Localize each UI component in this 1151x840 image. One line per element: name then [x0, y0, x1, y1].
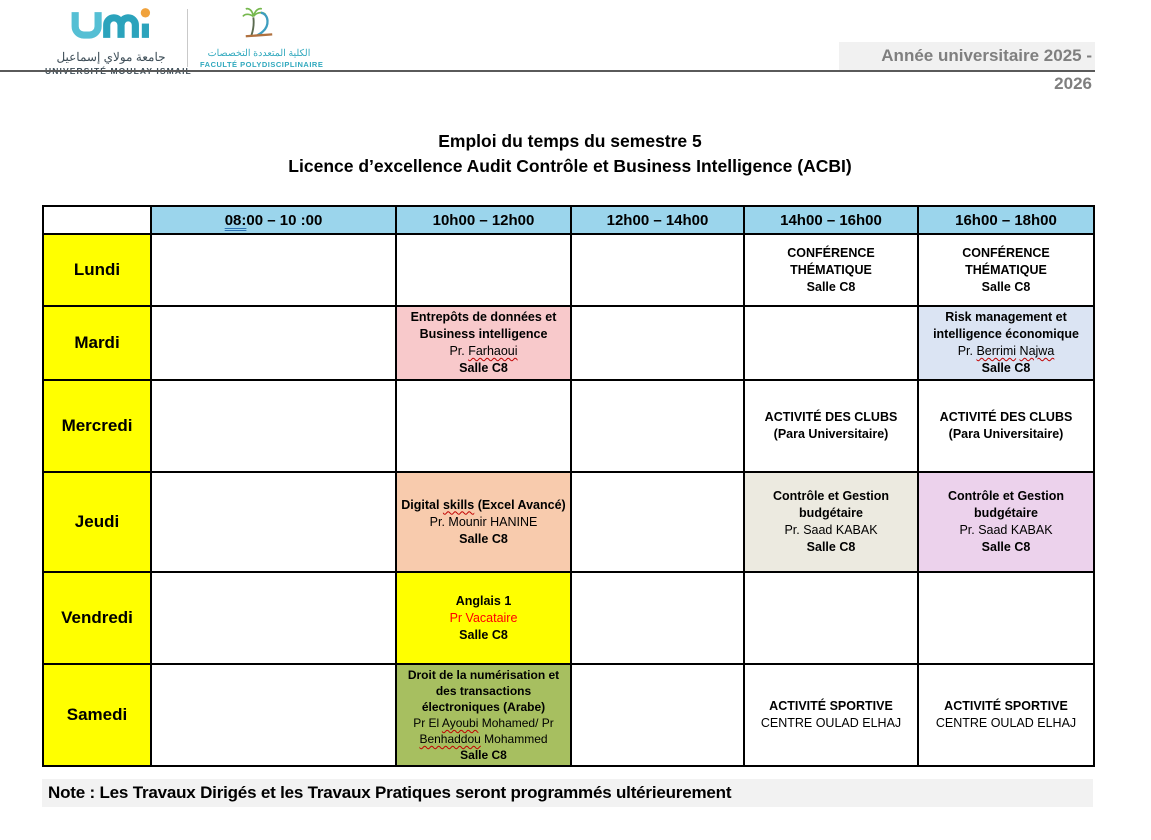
cell-lundi-08h-empty	[151, 234, 396, 306]
title-line-semester: Emploi du temps du semestre 5	[438, 131, 702, 151]
course-teacher: Pr. Saad KABAK	[784, 523, 878, 537]
course-title: Contrôle et Gestion budgétaire	[773, 489, 889, 520]
activity-title: ACTIVITÉ SPORTIVE	[769, 699, 893, 713]
underlined-time-fragment: 08:	[224, 211, 247, 229]
course-teacher: Pr Vacataire	[449, 610, 518, 625]
corner-cell	[43, 206, 151, 234]
cell-mardi-10h-entrepots-bi	[396, 306, 571, 380]
course-room: Salle C8	[806, 540, 856, 554]
cell-mardi-16h-risk-management	[918, 306, 1094, 380]
activity-title: ACTIVITÉ DES CLUBS	[764, 410, 898, 424]
time-slot-12-14: 12h00 – 14h00	[571, 206, 744, 234]
cell-vendredi-10h-anglais	[396, 572, 571, 664]
cell-lundi-14h-conference	[744, 234, 918, 306]
cell-mardi-08h-empty	[151, 306, 396, 380]
activity-subtitle: (Para Universitaire)	[948, 427, 1064, 441]
cell-lundi-12h-empty	[571, 234, 744, 306]
cell-jeudi-10h-digital-skills	[396, 472, 571, 572]
activity-subtitle: (Para Universitaire)	[773, 427, 889, 441]
course-room: Salle C8	[981, 540, 1031, 554]
course-teacher: Pr. Saad KABAK	[959, 523, 1053, 537]
academic-year-label: Année universitaire 2025 - 2026	[839, 42, 1095, 70]
title-line-program: Licence d’excellence Audit Contrôle et Business Intelligence (ACBI)	[288, 156, 852, 176]
faculty-name-french: FACULTÉ POLYDISCIPLINAIRE	[200, 60, 324, 69]
faculty-logo-block	[200, 6, 324, 69]
time-slot-14-16: 14h00 – 16h00	[744, 206, 918, 234]
cell-mercredi-12h-empty	[571, 380, 744, 472]
teacher-fragment: Mohammed	[480, 732, 548, 746]
course-title: CONFÉRENCE THÉMATIQUE	[787, 245, 875, 277]
course-room: Salle C8	[459, 531, 508, 546]
teacher-prefix: Pr.	[449, 344, 469, 358]
cell-jeudi-14h-controle-gestion	[744, 472, 918, 572]
faculty-name-arabic: الكلية المتعددة التخصصات	[207, 48, 311, 59]
cell-samedi-10h-droit-numerisation	[396, 664, 571, 766]
activity-title: ACTIVITÉ SPORTIVE	[944, 699, 1068, 713]
cell-mardi-12h-empty	[571, 306, 744, 380]
time-slot-16-18: 16h00 – 18h00	[918, 206, 1094, 234]
cell-jeudi-16h-controle-gestion	[918, 472, 1094, 572]
footer-note: Note : Les Travaux Dirigés et les Travaux Pratiques seront programmés ultérieurement	[42, 779, 1093, 807]
course-title: Droit de la numérisation et des transactions électroniques (Arabe)	[407, 668, 560, 714]
cell-lundi-10h-empty	[396, 234, 571, 306]
university-name-arabic: جامعة مولاي إسماعيل	[56, 50, 166, 64]
row-samedi	[43, 664, 1094, 766]
course-title: Risk management et intelligence économique	[933, 310, 1079, 341]
cell-lundi-16h-conference	[918, 234, 1094, 306]
day-label-vendredi: Vendredi	[43, 572, 151, 664]
course-room: Salle C8	[981, 279, 1031, 294]
teacher-fragment: Pr El	[413, 716, 442, 730]
cell-vendredi-14h-empty	[744, 572, 918, 664]
time-header-row	[43, 206, 1094, 234]
cell-samedi-12h-empty	[571, 664, 744, 766]
cell-vendredi-08h-empty	[151, 572, 396, 664]
cell-jeudi-12h-empty	[571, 472, 744, 572]
cell-mercredi-14h-clubs	[744, 380, 918, 472]
course-teacher: Pr. Mounir HANINE	[429, 514, 538, 529]
course-title: Entrepôts de données et Business intelligence	[410, 310, 557, 341]
day-label-jeudi: Jeudi	[43, 472, 151, 572]
course-teacher	[922, 343, 1090, 360]
course-room: Salle C8	[981, 361, 1031, 375]
course-room: Salle C8	[806, 279, 856, 294]
cell-mercredi-08h-empty	[151, 380, 396, 472]
course-teacher	[400, 343, 567, 360]
teacher-fragment: Mohamed/ Pr	[478, 716, 554, 730]
page-title	[0, 129, 1140, 179]
course-title: Anglais 1	[455, 593, 512, 608]
course-title: Contrôle et Gestion budgétaire	[948, 489, 1064, 520]
university-logo-block	[45, 6, 177, 76]
day-label-lundi: Lundi	[43, 234, 151, 306]
cell-vendredi-12h-empty	[571, 572, 744, 664]
row-vendredi	[43, 572, 1094, 664]
time-slot-label: 00 – 10 :00	[246, 211, 323, 229]
course-title: CONFÉRENCE THÉMATIQUE	[962, 245, 1050, 277]
cell-samedi-14h-sport	[744, 664, 918, 766]
time-slot-08-10	[151, 206, 396, 234]
activity-title: ACTIVITÉ DES CLUBS	[939, 410, 1073, 424]
course-room: Salle C8	[459, 361, 508, 375]
day-label-samedi: Samedi	[43, 664, 151, 766]
row-mercredi	[43, 380, 1094, 472]
cell-mercredi-16h-clubs	[918, 380, 1094, 472]
teacher-name: Berrimi	[976, 344, 1017, 358]
cell-samedi-16h-sport	[918, 664, 1094, 766]
teacher-name: Najwa	[1019, 344, 1055, 358]
brand-divider	[187, 9, 188, 67]
cell-vendredi-16h-empty	[918, 572, 1094, 664]
teacher-name: Ayoubi	[441, 716, 479, 730]
course-room: Salle C8	[460, 748, 507, 762]
teacher-name: Benhaddou	[419, 732, 481, 746]
cell-samedi-08h-empty	[151, 664, 396, 766]
course-room: Salle C8	[459, 627, 508, 642]
title-fragment-misspelled: skills	[442, 497, 475, 512]
activity-subtitle: CENTRE OULAD ELHAJ	[760, 716, 902, 730]
cell-jeudi-08h-empty	[151, 472, 396, 572]
course-title	[400, 497, 567, 514]
course-teacher	[400, 715, 567, 747]
activity-subtitle: CENTRE OULAD ELHAJ	[935, 716, 1077, 730]
header-brand	[45, 6, 324, 76]
title-fragment: Digital	[401, 497, 443, 512]
umi-logo-icon	[68, 6, 154, 44]
row-jeudi	[43, 472, 1094, 572]
teacher-name: Farhaoui	[468, 344, 518, 358]
day-label-mardi: Mardi	[43, 306, 151, 380]
cell-mardi-14h-empty	[744, 306, 918, 380]
title-fragment: (Excel Avancé)	[474, 497, 566, 512]
palm-tree-icon	[240, 7, 278, 41]
day-label-mercredi: Mercredi	[43, 380, 151, 472]
cell-mercredi-10h-empty	[396, 380, 571, 472]
row-lundi	[43, 234, 1094, 306]
teacher-prefix: Pr.	[957, 344, 977, 358]
header-divider-line	[0, 70, 1095, 72]
timetable	[42, 205, 1095, 767]
row-mardi	[43, 306, 1094, 380]
time-slot-10-12: 10h00 – 12h00	[396, 206, 571, 234]
